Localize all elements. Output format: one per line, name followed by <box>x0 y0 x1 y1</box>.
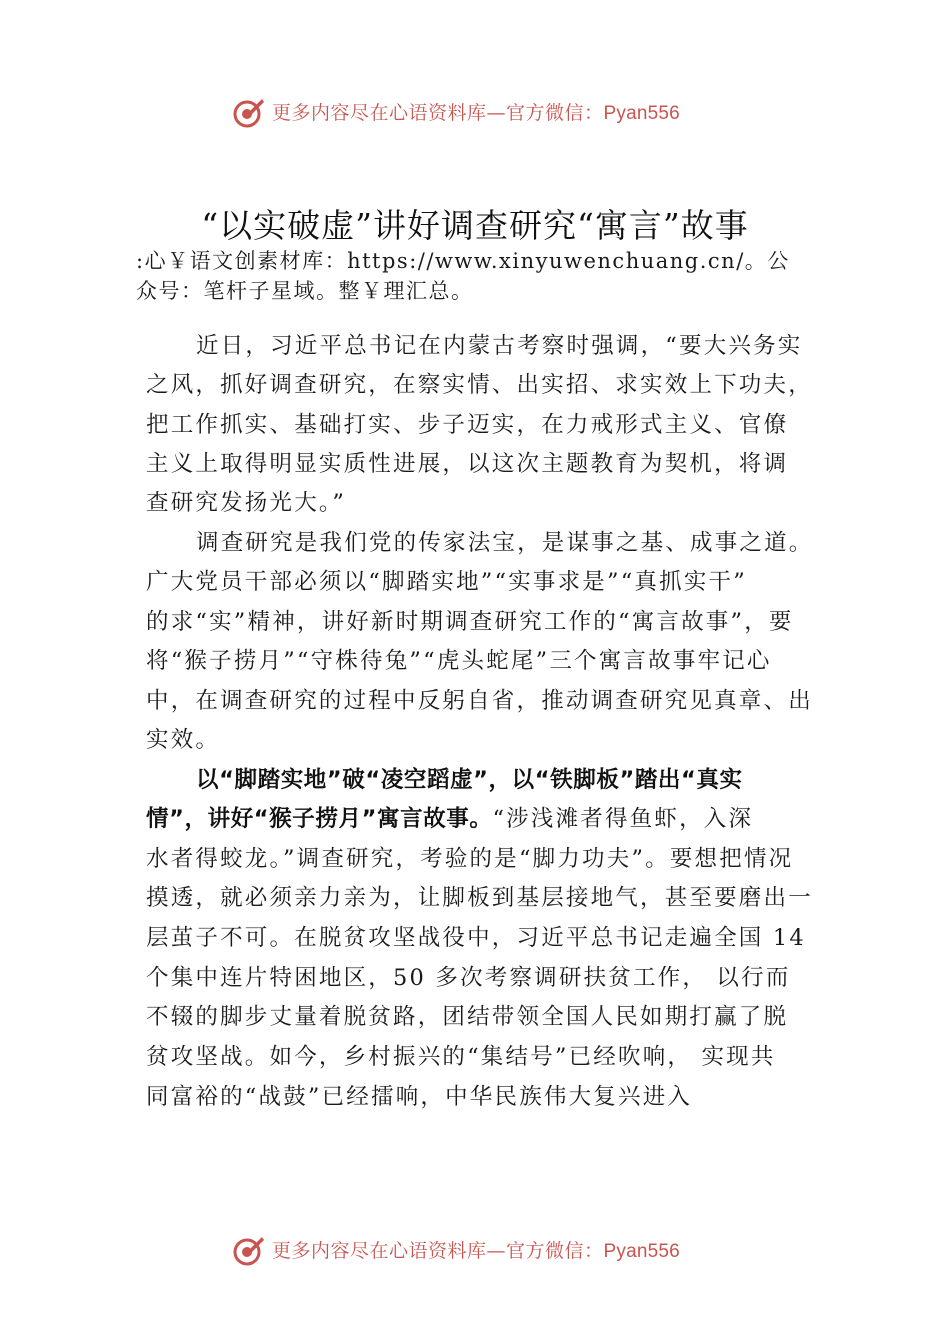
body-text: 调查研究是我们党的传家法宝，是谋事之基、成事之道。 <box>196 530 814 556</box>
body-line <box>146 562 816 602</box>
body-text: 水者得蛟龙。”调查研究，考验的是“脚力功夫”。要想把情况 <box>146 846 794 872</box>
watermark-text: 更多内容尽在心语资料库—官方微信：Pyan556 <box>272 102 680 124</box>
body-line <box>146 720 816 760</box>
body-text: 贫攻坚战。如今，乡村振兴的“集结号”已经吹响， 实现共 <box>146 1044 776 1070</box>
body-line <box>146 405 816 445</box>
body-line <box>146 602 816 642</box>
body-line <box>146 878 816 918</box>
bold-heading-text: 以“脚踏实地”破“凌空蹈虚”，以“铁脚板”踏出“真实 <box>196 767 743 793</box>
source-line-1: :心￥语文创素材库：https://www.xinyuwenchuang.cn/。公 <box>136 249 790 273</box>
header-watermark <box>0 94 950 134</box>
source-line-2: 众号：笔杆子星域。整￥理汇总。 <box>136 279 474 303</box>
body-line <box>146 997 816 1037</box>
bold-heading-text: 情”，讲好“猴子捞月”寓言故事。 <box>146 806 493 832</box>
quill-pen-seal-icon <box>232 96 266 130</box>
body-line <box>146 1077 816 1117</box>
body-line <box>146 1037 816 1077</box>
body-line <box>146 799 816 839</box>
article-title: “以实破虚”讲好调查研究“寓言”故事 <box>201 206 749 245</box>
body-line <box>146 918 816 958</box>
body-text: 摸透，就必须亲力亲为，让脚板到基层接地气，甚至要磨出一 <box>146 885 813 911</box>
body-text: 不辍的脚步丈量着脱贫路，团结带领全国人民如期打赢了脱 <box>146 1004 789 1030</box>
quill-pen-seal-icon <box>232 1234 266 1268</box>
body-text: 的求“实”精神，讲好新时期调查研究工作的“寓言故事”，要 <box>146 609 794 635</box>
body-text: “涉浅滩者得鱼虾，入深 <box>492 806 754 832</box>
body-text: 实效。 <box>146 727 221 753</box>
watermark-wechat-id: Pyan556 <box>603 1241 680 1262</box>
body-line <box>146 839 816 879</box>
watermark-wechat-id: Pyan556 <box>603 103 680 124</box>
body-line <box>146 365 816 405</box>
body-text: 把工作抓实、基础打实、步子迈实，在力戒形式主义、官僚 <box>146 412 789 438</box>
body-text: 个集中连片特困地区，50 多次考察调研扶贫工作， 以行而 <box>146 965 791 991</box>
watermark-text: 更多内容尽在心语资料库—官方微信：Pyan556 <box>272 1240 680 1262</box>
body-line <box>146 641 816 681</box>
body-text: 近日，习近平总书记在内蒙古考察时强调，“要大兴务实 <box>196 333 803 359</box>
body-line <box>146 483 816 523</box>
body-text: 层茧子不可。在脱贫攻坚战役中，习近平总书记走遍全国 14 <box>146 925 806 951</box>
body-text: 之风，抓好调查研究，在察实情、出实招、求实效上下功夫， <box>146 372 813 398</box>
body-line <box>196 326 816 366</box>
body-text: 同富裕的“战鼓”已经擂响，中华民族伟大复兴进入 <box>146 1084 693 1110</box>
body-line <box>196 760 816 800</box>
footer-watermark <box>0 1232 950 1272</box>
body-text: 广大党员干部必须以“脚踏实地”“实事求是”“真抓实干” <box>146 569 747 595</box>
body-line <box>146 444 816 484</box>
body-text: 中，在调查研究的过程中反躬自省，推动调查研究见真章、出 <box>146 688 813 714</box>
body-line <box>146 958 816 998</box>
body-text: 查研究发扬光大。” <box>146 490 347 516</box>
body-line <box>196 523 816 563</box>
body-line <box>146 681 816 721</box>
body-text: 主义上取得明显实质性进展，以这次主题教育为契机，将调 <box>146 451 789 477</box>
body-text: 将“猴子捞月”“守株待兔”“虎头蛇尾”三个寓言故事牢记心 <box>146 648 772 674</box>
